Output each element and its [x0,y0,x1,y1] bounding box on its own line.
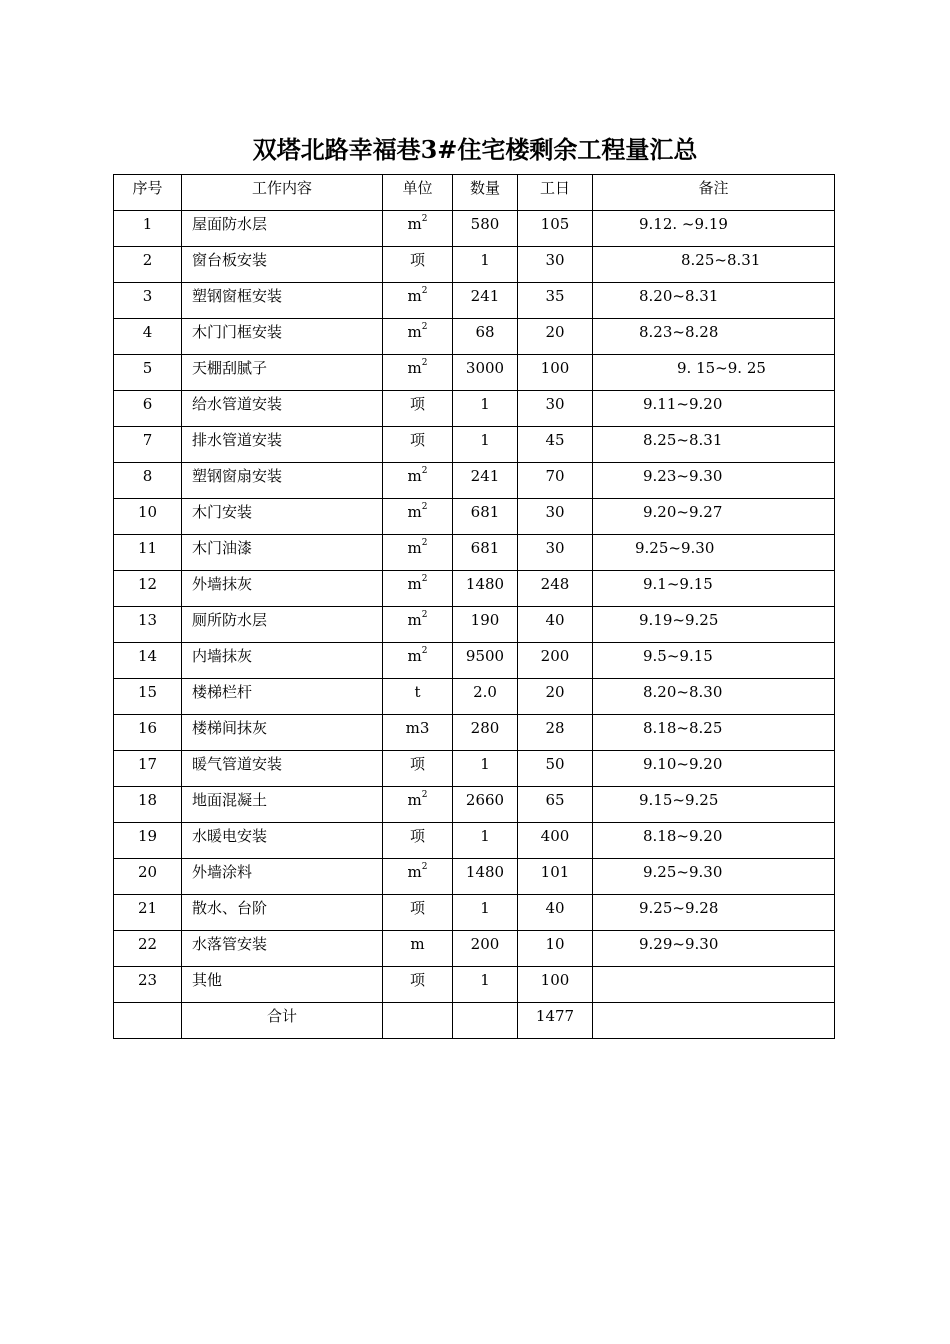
row-quantity: 1 [453,967,518,1003]
row-no: 14 [114,643,182,679]
row-quantity: 241 [453,463,518,499]
row-unit-superscript: 2 [421,538,428,548]
row-quantity: 280 [453,715,518,751]
row-workdays: 20 [518,319,593,355]
row-work-item: 外墙抹灰 [182,571,383,607]
row-unit [383,715,453,751]
row-workdays: 105 [518,211,593,247]
row-no: 6 [114,391,182,427]
row-note: 8.20~8.30 [593,679,835,715]
header-quantity: 数量 [453,175,518,211]
row-quantity: 9500 [453,643,518,679]
row-workdays: 101 [518,859,593,895]
row-workdays: 100 [518,967,593,1003]
row-quantity: 1 [453,751,518,787]
row-unit-text: 项 [409,755,425,773]
row-quantity: 681 [453,499,518,535]
row-unit [383,211,453,247]
table-row [114,499,835,535]
row-no: 8 [114,463,182,499]
total-workdays: 1477 [518,1003,593,1039]
row-unit-text: m [407,575,422,593]
row-note: 9.10~9.20 [593,751,835,787]
table-row [114,967,835,1003]
row-unit-superscript: 2 [421,214,428,224]
table-row [114,751,835,787]
row-unit-text: m [407,359,422,377]
row-no: 21 [114,895,182,931]
header-name: 工作内容 [182,175,383,211]
row-no: 23 [114,967,182,1003]
row-workdays: 28 [518,715,593,751]
row-work-item: 木门安装 [182,499,383,535]
row-no: 16 [114,715,182,751]
row-quantity: 1 [453,895,518,931]
table-row [114,931,835,967]
row-work-item: 暖气管道安装 [182,751,383,787]
row-no: 4 [114,319,182,355]
row-work-item: 地面混凝土 [182,787,383,823]
row-unit [383,931,453,967]
total-note-cell [593,1003,835,1039]
row-quantity: 241 [453,283,518,319]
total-unit-cell [383,1003,453,1039]
row-note: 9. 15~9. 25 [593,355,835,391]
quantity-table [113,174,835,1039]
row-no: 20 [114,859,182,895]
row-work-item: 水暖电安装 [182,823,383,859]
table-row [114,607,835,643]
row-workdays: 200 [518,643,593,679]
row-unit [383,859,453,895]
row-no: 13 [114,607,182,643]
row-quantity: 1 [453,823,518,859]
row-no: 3 [114,283,182,319]
row-workdays: 45 [518,427,593,463]
row-note: 9.25~9.30 [593,859,835,895]
row-work-item: 木门油漆 [182,535,383,571]
row-no: 5 [114,355,182,391]
row-quantity: 190 [453,607,518,643]
row-no: 2 [114,247,182,283]
row-work-item: 天棚刮腻子 [182,355,383,391]
row-unit-text: 项 [409,971,425,989]
row-unit [383,427,453,463]
table-row [114,283,835,319]
row-note: 8.23~8.28 [593,319,835,355]
row-quantity: 200 [453,931,518,967]
row-note: 9.15~9.25 [593,787,835,823]
row-unit-text: m3 [405,719,430,737]
row-work-item: 散水、台阶 [182,895,383,931]
table-row [114,535,835,571]
table-row [114,391,835,427]
row-unit-text: 项 [409,251,425,269]
header-unit: 单位 [383,175,453,211]
row-unit [383,535,453,571]
row-no: 7 [114,427,182,463]
row-work-item: 木门门框安装 [182,319,383,355]
row-quantity: 681 [453,535,518,571]
header-workdays: 工日 [518,175,593,211]
row-unit [383,355,453,391]
row-workdays: 10 [518,931,593,967]
table-row [114,463,835,499]
row-unit [383,823,453,859]
row-unit [383,391,453,427]
row-note: 8.18~8.25 [593,715,835,751]
row-no: 19 [114,823,182,859]
row-unit [383,319,453,355]
row-workdays: 40 [518,895,593,931]
row-note [593,967,835,1003]
row-note: 9.11~9.20 [593,391,835,427]
row-unit-text: m [407,215,422,233]
row-unit-superscript: 2 [421,646,428,656]
row-unit-text: m [407,539,422,557]
table-row [114,895,835,931]
row-note: 9.12. ~9.19 [593,211,835,247]
row-unit-superscript: 2 [421,502,428,512]
row-work-item: 给水管道安装 [182,391,383,427]
row-no: 12 [114,571,182,607]
table-row [114,823,835,859]
row-unit [383,679,453,715]
row-quantity: 1480 [453,859,518,895]
row-note: 9.5~9.15 [593,643,835,679]
row-unit-superscript: 2 [421,286,428,296]
row-quantity: 1 [453,427,518,463]
table-row [114,679,835,715]
row-note: 9.1~9.15 [593,571,835,607]
table-row [114,319,835,355]
row-note: 8.20~8.31 [593,283,835,319]
row-work-item: 其他 [182,967,383,1003]
row-quantity: 1 [453,247,518,283]
table-body [114,211,835,1003]
row-unit-text: 项 [409,899,425,917]
row-work-item: 塑钢窗框安装 [182,283,383,319]
table-row [114,643,835,679]
table-row [114,571,835,607]
row-note: 9.29~9.30 [593,931,835,967]
row-no: 10 [114,499,182,535]
row-note: 9.19~9.25 [593,607,835,643]
header-no: 序号 [114,175,182,211]
row-note: 9.25~9.30 [593,535,835,571]
total-row [114,1003,835,1039]
row-work-item: 排水管道安装 [182,427,383,463]
row-unit [383,283,453,319]
total-quantity-cell [453,1003,518,1039]
row-quantity: 2660 [453,787,518,823]
row-unit-text: 项 [409,395,425,413]
row-quantity: 1 [453,391,518,427]
table-row [114,247,835,283]
table-row [114,427,835,463]
row-work-item: 厕所防水层 [182,607,383,643]
total-label: 合计 [182,1003,383,1039]
table-row [114,859,835,895]
row-quantity: 2.0 [453,679,518,715]
row-note: 9.20~9.27 [593,499,835,535]
row-unit-text: m [407,791,422,809]
row-note: 9.25~9.28 [593,895,835,931]
row-quantity: 580 [453,211,518,247]
row-unit-text: m [407,467,422,485]
row-no: 18 [114,787,182,823]
row-quantity: 3000 [453,355,518,391]
row-unit [383,643,453,679]
row-unit [383,895,453,931]
table-row [114,355,835,391]
table-row [114,787,835,823]
row-work-item: 水落管安装 [182,931,383,967]
row-quantity: 1480 [453,571,518,607]
row-work-item: 楼梯间抹灰 [182,715,383,751]
row-workdays: 65 [518,787,593,823]
row-no: 15 [114,679,182,715]
row-note: 8.25~8.31 [593,247,835,283]
row-note: 8.25~8.31 [593,427,835,463]
row-unit-superscript: 2 [421,466,428,476]
row-unit-text: m [407,287,422,305]
row-work-item: 窗台板安装 [182,247,383,283]
row-work-item: 内墙抹灰 [182,643,383,679]
row-unit-superscript: 2 [421,358,428,368]
row-no: 11 [114,535,182,571]
document-title: 双塔北路幸福巷3#住宅楼剩余工程量汇总 [252,135,698,164]
row-workdays: 70 [518,463,593,499]
row-unit [383,499,453,535]
row-workdays: 30 [518,391,593,427]
row-unit-text: m [407,323,422,341]
row-unit-text: m [407,503,422,521]
row-work-item: 楼梯栏杆 [182,679,383,715]
row-unit-text: m [407,863,422,881]
table-header-row [114,175,835,211]
row-unit-text: m [407,611,422,629]
total-no-cell [114,1003,182,1039]
row-workdays: 400 [518,823,593,859]
table-row [114,211,835,247]
row-work-item: 外墙涂料 [182,859,383,895]
row-unit-text: m [410,935,425,953]
row-unit [383,571,453,607]
row-workdays: 20 [518,679,593,715]
row-unit-superscript: 2 [421,790,428,800]
row-no: 22 [114,931,182,967]
row-no: 1 [114,211,182,247]
row-unit [383,463,453,499]
table-row [114,715,835,751]
row-work-item: 屋面防水层 [182,211,383,247]
row-workdays: 30 [518,247,593,283]
row-unit-superscript: 2 [421,862,428,872]
header-note: 备注 [593,175,835,211]
row-workdays: 30 [518,499,593,535]
row-workdays: 100 [518,355,593,391]
row-unit-superscript: 2 [421,610,428,620]
row-unit [383,247,453,283]
row-unit-superscript: 2 [421,322,428,332]
row-unit [383,967,453,1003]
row-workdays: 35 [518,283,593,319]
row-unit-text: 项 [409,431,425,449]
row-workdays: 50 [518,751,593,787]
row-quantity: 68 [453,319,518,355]
row-workdays: 40 [518,607,593,643]
row-work-item: 塑钢窗扇安装 [182,463,383,499]
row-unit-superscript: 2 [421,574,428,584]
row-workdays: 30 [518,535,593,571]
row-no: 17 [114,751,182,787]
row-unit [383,607,453,643]
row-unit-text: t [414,683,421,701]
row-unit-text: m [407,647,422,665]
row-unit [383,751,453,787]
row-note: 8.18~9.20 [593,823,835,859]
row-workdays: 248 [518,571,593,607]
row-unit [383,787,453,823]
row-note: 9.23~9.30 [593,463,835,499]
row-unit-text: 项 [409,827,425,845]
